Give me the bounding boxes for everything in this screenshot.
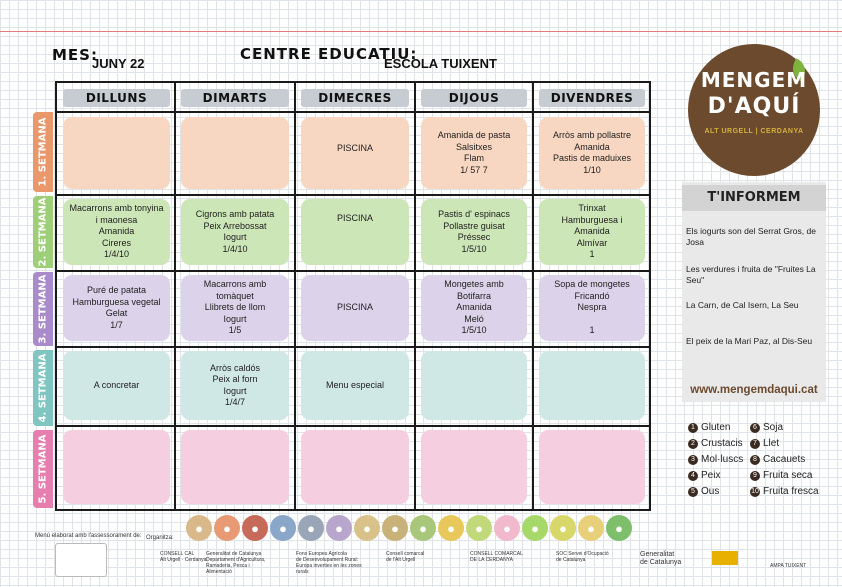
allergen-item: 2 Crustacis <box>688 438 743 449</box>
advisor-logo <box>55 543 107 577</box>
menu-cell <box>421 430 527 504</box>
nut-icon: ● <box>410 515 436 541</box>
menu-cell: Arròs amb pollastre Amanida Pastis de maduixes 1/10 <box>539 117 645 189</box>
allergen-item: 8 Cacauets <box>750 454 805 465</box>
allergen-item: 1 Gluten <box>688 422 730 433</box>
food-icons-row <box>186 515 632 543</box>
month-label: MES: <box>52 46 98 64</box>
organizer-caption: Organitza: <box>146 535 174 541</box>
allergen-item: 9 Fruita seca <box>750 470 812 481</box>
website-link[interactable]: www.mengemdaqui.cat <box>690 384 818 396</box>
sponsor-logo: AMPA TUIXENT <box>770 563 807 569</box>
menu-grid <box>55 81 651 511</box>
info-note: Els iogurts son del Serrat Gros, de Josa <box>686 226 816 247</box>
allergen-item: 3 Mol·luscs <box>688 454 743 465</box>
vegetable-icon: ● <box>466 515 492 541</box>
menu-cell: Pastis d' espinacs Pollastre guisat Préssec 1/5/10 <box>421 199 527 265</box>
menu-cell <box>301 430 409 504</box>
allergen-item: 6 Soja <box>750 422 783 433</box>
menu-cell: Mongetes amb Botifarra Amanida Meló 1/5/10 <box>421 275 527 341</box>
egg-icon: ● <box>298 515 324 541</box>
day-header-thursday: DIJOUS <box>421 89 527 107</box>
school-label: CENTRE EDUCATIU: <box>240 45 418 63</box>
info-note: La Carn, de Cal Isern, La Seu <box>686 300 799 310</box>
day-header-monday: DILLUNS <box>63 89 170 107</box>
menu-cell <box>421 351 527 420</box>
info-panel <box>682 182 826 402</box>
milk-icon: ● <box>354 515 380 541</box>
cup-icon: ● <box>578 515 604 541</box>
leaf-icon: ● <box>522 515 548 541</box>
menu-cell <box>539 351 645 420</box>
gluten-icon: ● <box>186 515 212 541</box>
menu-cell <box>63 117 170 189</box>
sponsor-logo: Generalitat de Catalunya <box>640 551 682 566</box>
menu-cell: A concretar <box>63 351 170 420</box>
advisor-caption: Menú elaborat amb l'assessorament de: <box>35 533 142 539</box>
day-header-wednesday: DIMECRES <box>301 89 409 107</box>
month-value: JUNY 22 <box>92 56 145 71</box>
bowl-icon: ● <box>606 515 632 541</box>
fruit-icon: ● <box>438 515 464 541</box>
day-header-tuesday: DIMARTS <box>181 89 289 107</box>
menu-cell: Sopa de mongetes Fricandó Nespra 1 <box>539 275 645 341</box>
allergen-item: 10 Fruita fresca <box>751 486 819 497</box>
sponsor-logo: Generalitat de Catalunya Departament d'Agricultura, Ramaderia, Pesca i Alimentació <box>206 551 266 575</box>
menu-cell <box>181 117 289 189</box>
crustacean-icon: ● <box>214 515 240 541</box>
eco-icon: ● <box>550 515 576 541</box>
sponsor-logo: Consell comarcal de l'Alt Urgell <box>386 551 425 563</box>
day-header-friday: DIVENDRES <box>539 89 645 107</box>
menu-cell: Macarrons amb tonyina i maonesa Amanida Cireres 1/4/10 <box>63 199 170 265</box>
sponsor-logo: SOC Servei d'Ocupació de Catalunya <box>556 551 609 563</box>
menu-cell: Trinxat Hamburguesa i Amanida Almívar 1 <box>539 199 645 265</box>
meat-icon: ● <box>494 515 520 541</box>
sponsor-logo: CONSELL COMARCAL DE LA CERDANYA <box>470 551 523 563</box>
school-value: ESCOLA TUIXENT <box>384 56 497 71</box>
menu-cell: PISCINA <box>301 275 409 341</box>
menu-cell: PISCINA <box>301 117 409 189</box>
menu-cell: Macarrons amb tomàquet Llibrets de llom Iogurt 1/5 <box>181 275 289 341</box>
menu-cell: Arròs caldós Peix al forn Iogurt 1/4/7 <box>181 351 289 420</box>
menu-cell: Amanida de pasta Salsitxes Flam 1/ 57 7 <box>421 117 527 189</box>
mengem-daqui-logo: MENGEM D'AQUÍ ALT URGELL | CERDANYA <box>688 44 820 176</box>
menu-cell <box>539 430 645 504</box>
sponsor-logo: CONSELL CAL Alt Urgell · Cerdanya <box>160 551 207 563</box>
menu-cell <box>63 430 170 504</box>
week-tab-2: 2. SETMANA <box>33 196 53 268</box>
sponsor-logo: Fons Europeu Agrícola de Desenvolupament Rural: Europa invertiex en les zones rurals <box>296 551 362 575</box>
allergen-item: 7 Llet <box>750 438 779 449</box>
allergen-item: 5 Ous <box>688 486 719 497</box>
menu-cell: Puré de patata Hamburguesa vegetal Gelat 1/7 <box>63 275 170 341</box>
info-title: T'INFORMEM <box>682 185 826 211</box>
week-tab-1: 1. SETMANA <box>33 112 53 192</box>
fish-icon: ● <box>270 515 296 541</box>
mollusc-icon: ● <box>242 515 268 541</box>
menu-cell: PISCINA <box>301 199 409 265</box>
spain-gov-logo <box>712 551 738 565</box>
peanut-icon: ● <box>382 515 408 541</box>
week-tab-3: 3. SETMANA <box>33 272 53 346</box>
allergen-item: 4 Peix <box>688 470 720 481</box>
info-note: Les verdures i fruita de "Fruites La Seu" <box>686 264 816 285</box>
menu-cell: Cigrons amb patata Peix Arrebossat Iogurt 1/4/10 <box>181 199 289 265</box>
menu-cell: Menu especial <box>301 351 409 420</box>
info-note: El peix de la Mari Paz, al Dis-Seu <box>686 336 813 346</box>
menu-cell <box>181 430 289 504</box>
week-tab-4: 4. SETMANA <box>33 350 53 426</box>
soy-icon: ● <box>326 515 352 541</box>
week-tab-5: 5. SETMANA <box>33 430 53 508</box>
top-rule <box>0 31 842 32</box>
